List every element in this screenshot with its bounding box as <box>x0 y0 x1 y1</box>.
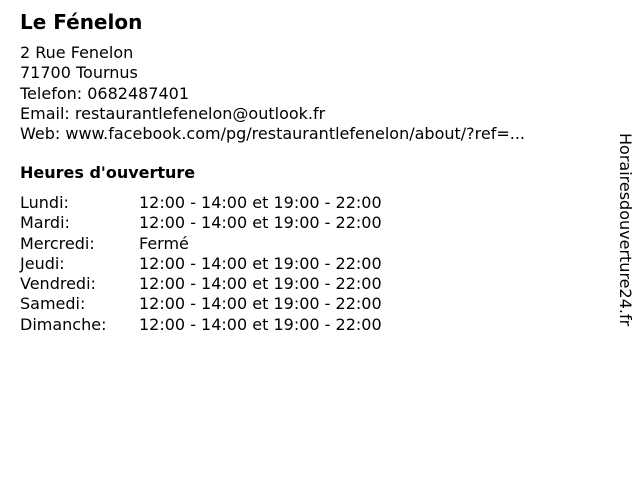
day-hours: Fermé <box>139 233 189 253</box>
city-postal-code: 71700 Tournus <box>20 63 138 83</box>
street-address: 2 Rue Fenelon <box>20 43 134 62</box>
day-label: Lundi: <box>20 193 69 212</box>
site-watermark <box>610 133 640 373</box>
day-label: Mardi: <box>20 213 70 233</box>
site-watermark-text: Horairesdouverture24.fr <box>616 133 635 327</box>
day-hours: 12:00 - 14:00 et 19:00 - 22:00 <box>139 274 382 294</box>
day-hours: 12:00 - 14:00 et 19:00 - 22:00 <box>139 294 382 314</box>
day-label: Jeudi: <box>20 253 65 273</box>
day-hours: 12:00 - 14:00 et 19:00 - 22:00 <box>139 193 382 212</box>
day-hours: 12:00 - 14:00 et 19:00 - 22:00 <box>139 213 382 233</box>
restaurant-name: Le Fénelon <box>20 10 143 34</box>
phone-number: Telefon: 0682487401 <box>20 83 190 103</box>
day-label: Mercredi: <box>20 233 95 253</box>
day-label: Samedi: <box>20 294 86 314</box>
day-label: Dimanche: <box>20 314 107 334</box>
contact-info <box>20 43 525 144</box>
day-label: Vendredi: <box>20 274 96 294</box>
day-hours: 12:00 - 14:00 et 19:00 - 22:00 <box>139 314 382 334</box>
email-address: Email: restaurantlefenelon@outlook.fr <box>20 103 326 123</box>
opening-hours-heading: Heures d'ouverture <box>20 163 196 182</box>
day-hours: 12:00 - 14:00 et 19:00 - 22:00 <box>139 253 382 273</box>
website-url: Web: www.facebook.com/pg/restaurantlefenelon/about/?ref=... <box>20 124 526 144</box>
